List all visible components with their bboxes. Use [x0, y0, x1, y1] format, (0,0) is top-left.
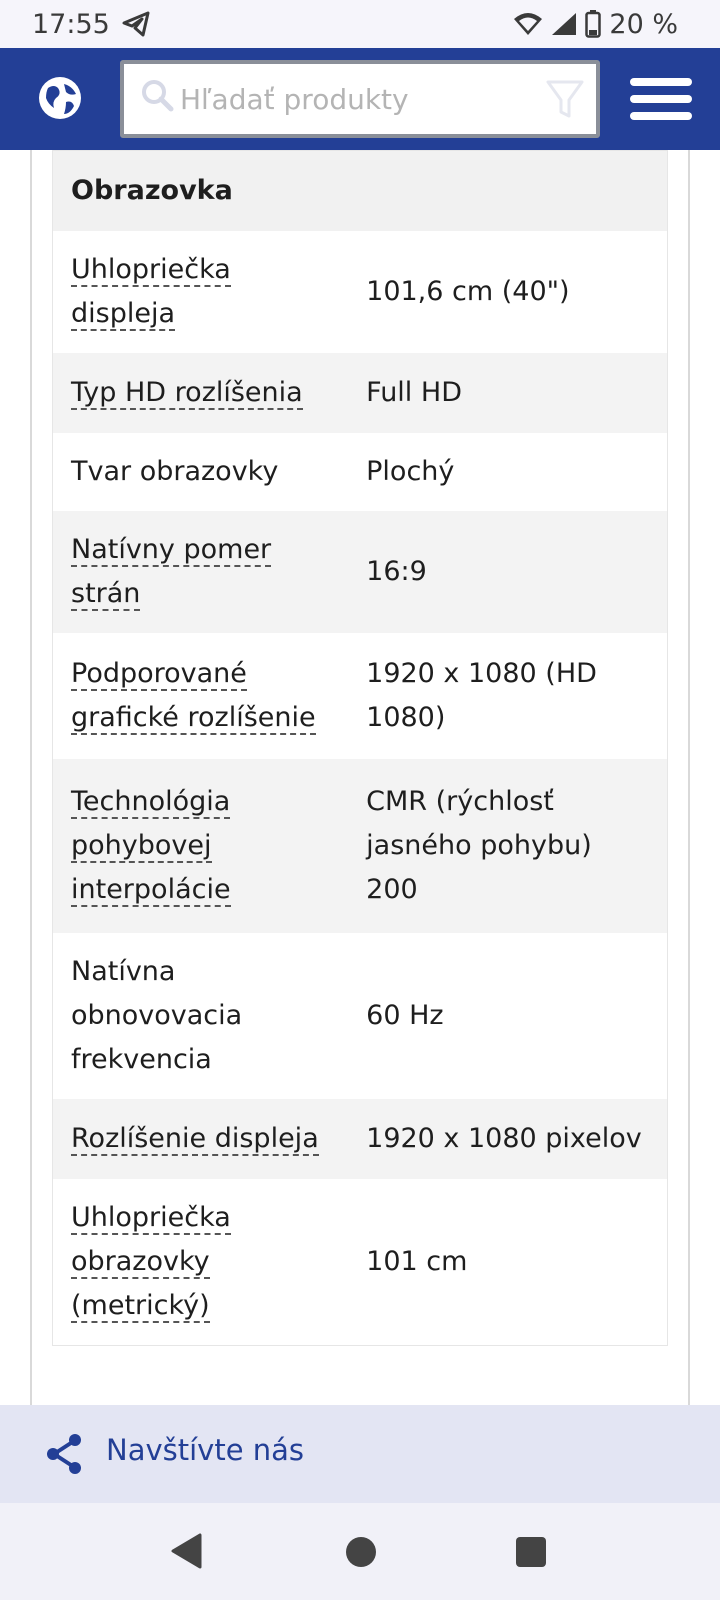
menu-icon-bar [630, 112, 692, 120]
share-icon [44, 1433, 84, 1475]
section-title: Obrazovka [53, 151, 668, 232]
spec-value: CMR (rýchlosť jasného pohybu) 200 [354, 759, 667, 933]
visit-us-link[interactable]: Navštívte nás [106, 1433, 305, 1467]
spec-label[interactable]: Uhlopriečka displeja [71, 254, 231, 329]
menu-icon-bar [630, 78, 692, 86]
battery-percent: 20 % [609, 8, 678, 40]
battery-icon [585, 10, 601, 38]
spec-label[interactable]: Rozlíšenie displeja [71, 1123, 319, 1154]
status-time: 17:55 [32, 8, 110, 40]
spec-label[interactable]: Uhlopriečka obrazovky (metrický) [71, 1201, 231, 1321]
spec-row [53, 633, 668, 759]
menu-icon[interactable] [630, 78, 692, 120]
spec-row [53, 1179, 668, 1345]
status-left [32, 9, 150, 40]
section-header [53, 151, 668, 232]
visit-us-bar[interactable] [0, 1405, 720, 1503]
wifi-icon [513, 12, 543, 36]
system-nav-bar [0, 1503, 720, 1600]
search-input[interactable] [180, 64, 540, 134]
signal-icon [551, 12, 577, 36]
spec-table [52, 150, 668, 1346]
spec-value: 60 Hz [366, 1000, 444, 1031]
recents-icon[interactable] [516, 1537, 546, 1567]
menu-icon-bar [630, 95, 692, 103]
status-right [513, 9, 678, 40]
spec-label[interactable]: Technológia pohybovej interpolácie [71, 786, 231, 905]
spec-value: 16:9 [354, 511, 667, 633]
search-box[interactable] [120, 60, 600, 138]
globe-icon[interactable] [38, 76, 82, 120]
spec-row [53, 759, 668, 933]
spec-row [53, 433, 668, 511]
search-icon [140, 78, 174, 112]
spec-label[interactable]: Natívny pomer strán [71, 534, 272, 609]
spec-value: 1920 x 1080 pixelov [354, 1099, 667, 1179]
spec-row [53, 231, 668, 353]
spec-value: 101,6 cm (40") [366, 276, 570, 307]
telegram-icon [122, 11, 150, 37]
home-icon[interactable] [346, 1537, 376, 1567]
spec-label[interactable]: Podporované grafické rozlíšenie [71, 658, 316, 733]
spec-row [53, 933, 668, 1099]
spec-value: 101 cm [366, 1245, 468, 1277]
spec-label: Natívna obnovovacia frekvencia [71, 956, 243, 1075]
status-bar [0, 0, 720, 48]
spec-value: 1920 x 1080 (HD 1080) [366, 658, 597, 733]
spec-value: Plochý [366, 456, 455, 487]
spec-row [53, 1099, 668, 1179]
spec-row [53, 353, 668, 433]
spec-row [53, 511, 668, 633]
spec-value: Full HD [354, 353, 667, 433]
filter-icon[interactable] [546, 80, 584, 120]
spec-label: Tvar obrazovky [71, 456, 279, 487]
app-header [0, 48, 720, 150]
spec-label[interactable]: Typ HD rozlíšenia [71, 377, 303, 408]
back-icon[interactable] [170, 1533, 202, 1569]
